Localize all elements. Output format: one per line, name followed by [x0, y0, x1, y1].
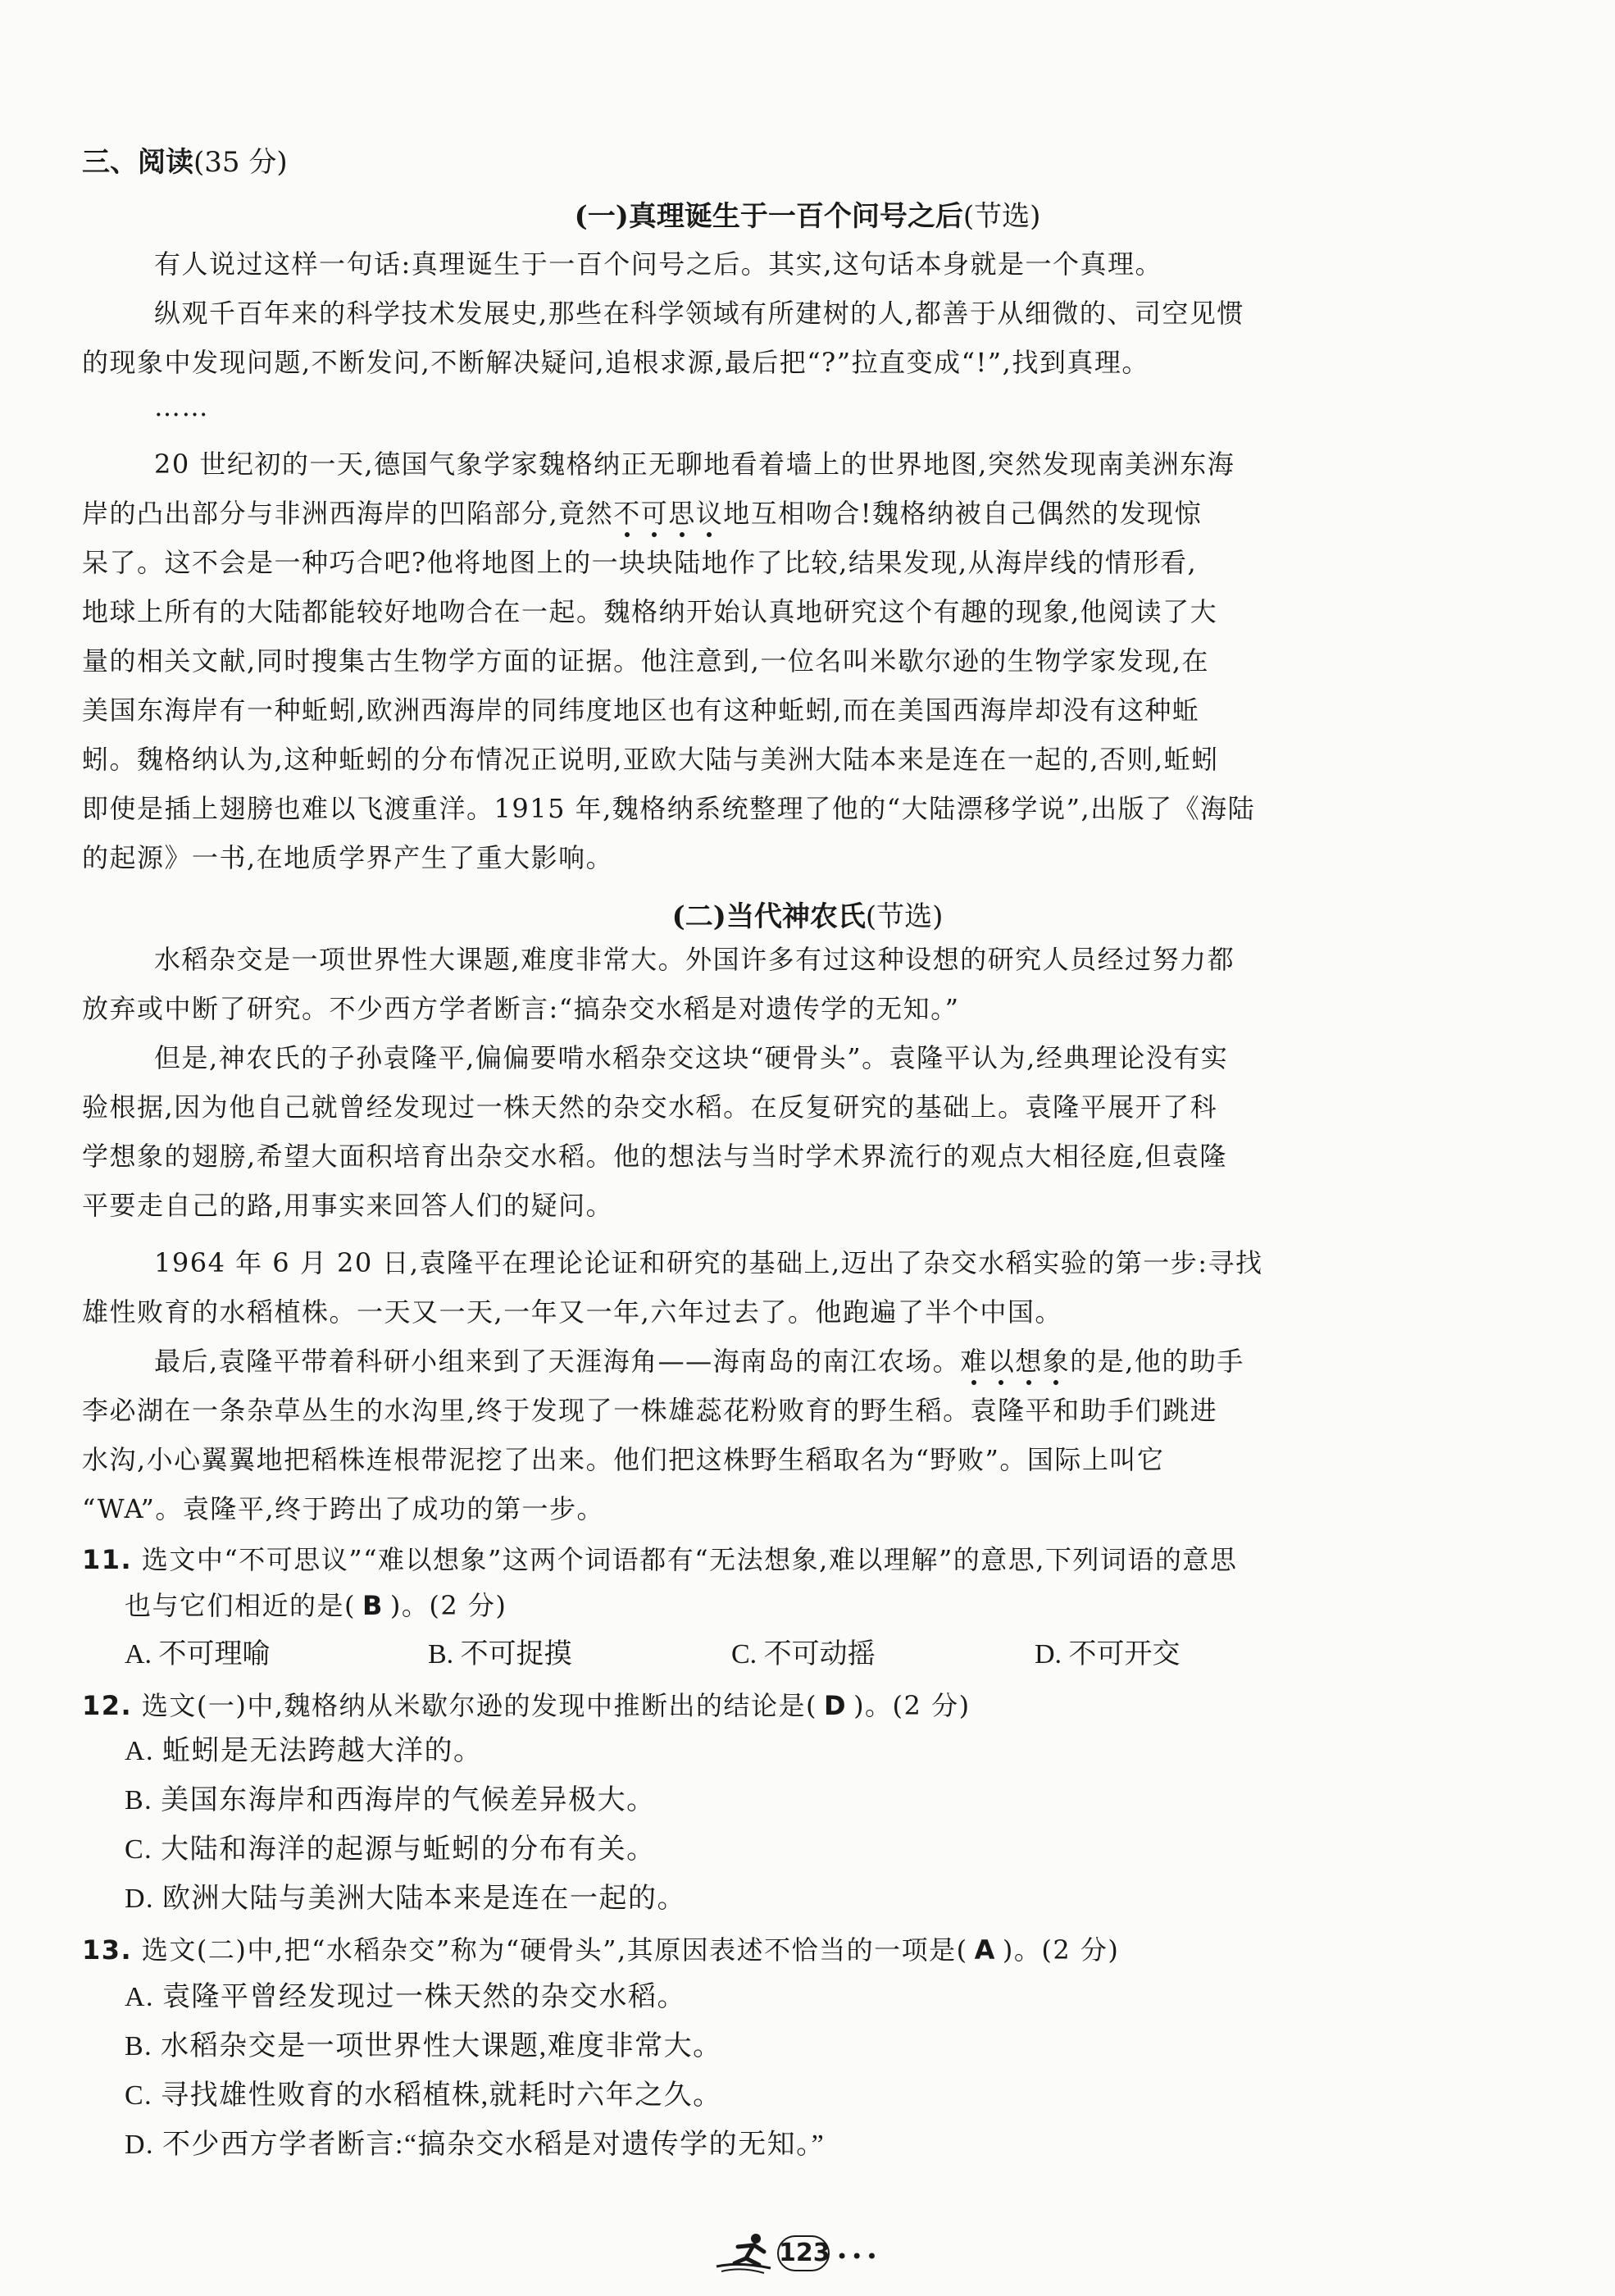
dotted-char: 难 — [960, 1346, 988, 1377]
passage1-ellipsis: …… — [154, 391, 209, 422]
question-11-options — [125, 1638, 1338, 1671]
page-number: 123 — [777, 2235, 830, 2271]
option: A. 不可理喻 — [125, 1639, 271, 1670]
section-score: (35 分) — [193, 146, 288, 179]
option: B. 美国东海岸和西海岸的气候差异极大。 — [125, 1785, 656, 1815]
passage2-line: 水沟,小心翼翼地把稻株连根带泥挖了出来。他们把这株野生稻取名为“野败”。国际上叫它 — [82, 1444, 1165, 1475]
option: B. 不可捉摸 — [428, 1639, 572, 1670]
passage1-line: 美国东海岸有一种蚯蚓,欧洲西海岸的同纬度地区也有这种蚯蚓,而在美国西海岸却没有这种蚯 — [82, 695, 1200, 726]
passage1-line: 20 世纪初的一天,德国气象学家魏格纳正无聊地看着墙上的世界地图,突然发现南美洲东海 — [154, 449, 1235, 480]
passage1-line: 蚓。魏格纳认为,这种蚯蚓的分布情况正说明,亚欧大陆与美洲大陆本来是连在一起的,否则,蚯蚓 — [82, 744, 1219, 775]
question-11-line2 — [125, 1589, 507, 1622]
passage2-line: 放弃或中断了研究。不少西方学者断言:“搞杂交水稻是对遗传学的无知。” — [82, 993, 960, 1024]
question-text: 选文(一)中,魏格纳从米歇尔逊的发现中推断出的结论是( — [141, 1690, 817, 1721]
option: A. 蚯蚓是无法跨越大洋的。 — [125, 1736, 483, 1766]
passage1-line-part: 岸的凸出部分与非洲西海岸的凹陷部分,竟然 — [82, 498, 614, 529]
passage2-line: “WA”。袁隆平,终于跨出了成功的第一步。 — [82, 1493, 604, 1524]
passage1-title-text: (一)真理诞生于一百个问号之后 — [574, 200, 963, 233]
passage2-title — [0, 894, 1615, 934]
passage1-line: 的起源》一书,在地质学界产生了重大影响。 — [82, 842, 614, 873]
option: D. 不可开交 — [1035, 1639, 1181, 1670]
passage2-line: 平要走自己的路,用事实来回答人们的疑问。 — [82, 1190, 614, 1221]
dotted-char: 不 — [613, 498, 641, 529]
passage2-line: 学想象的翅膀,希望大面积培育出杂交水稻。他的想法与当时学术界流行的观点大相径庭,但袁隆 — [82, 1141, 1227, 1172]
option: B. 水稻杂交是一项世界性大课题,难度非常大。 — [125, 2031, 722, 2061]
section-heading — [82, 139, 288, 180]
question-number: 12. — [82, 1690, 133, 1721]
passage1-line: 量的相关文献,同时搜集古生物学方面的证据。他注意到,一位名叫米歇尔逊的生物学家发现,在 — [82, 645, 1210, 676]
passage2-line-with-dots — [154, 1345, 1244, 1378]
question-text: )。(2 分) — [853, 1690, 971, 1721]
dotted-char: 思 — [668, 498, 696, 529]
option: D. 不少西方学者断言:“搞杂交水稻是对遗传学的无知。” — [125, 2130, 826, 2160]
passage1-line: 纵观千百年来的科学技术发展史,那些在科学领域有所建树的人,都善于从细微的、司空见惯 — [154, 298, 1244, 329]
question-12 — [82, 1689, 971, 1722]
answer-mark: A — [974, 1934, 996, 1966]
passage2-line-part: 的是,他的助手 — [1070, 1346, 1244, 1377]
dotted-char: 想 — [1015, 1346, 1043, 1377]
passage2-line-part: 最后,袁隆平带着科研小组来到了天涯海角——海南岛的南江农场。 — [154, 1346, 961, 1377]
passage2-line: 验根据,因为他自己就曾经发现过一株天然的杂交水稻。在反复研究的基础上。袁隆平展开了科 — [82, 1091, 1218, 1123]
dotted-char: 可 — [640, 498, 669, 529]
passage2-line: 但是,神农氏的子孙袁隆平,偏偏要啃水稻杂交这块“硬骨头”。袁隆平认为,经典理论没有实 — [154, 1042, 1229, 1073]
dotted-char: 象 — [1042, 1346, 1071, 1377]
passage2-line: 李必湖在一条杂草丛生的水沟里,终于发现了一株雄蕊花粉败育的野生稻。袁隆平和助手们跳进 — [82, 1395, 1218, 1426]
answer-mark: B — [362, 1590, 384, 1621]
passage1-line: 的现象中发现问题,不断发问,不断解决疑问,追根求源,最后把“?”拉直变成“!”,找到真理。 — [82, 347, 1149, 378]
question-11 — [82, 1543, 1237, 1576]
question-text: 选文中“不可思议”“难以想象”这两个词语都有“无法想象,难以理解”的意思,下列词语的意思 — [141, 1544, 1238, 1575]
passage1-title — [0, 194, 1615, 234]
page-footer — [713, 2230, 926, 2276]
option: C. 不可动摇 — [731, 1639, 876, 1670]
passage2-title-text: (二)当代神农氏 — [671, 900, 866, 933]
answer-mark: D — [824, 1690, 848, 1721]
passage1-line: 呆了。这不会是一种巧合吧?他将地图上的一块块陆地作了比较,结果发现,从海岸线的情形看, — [82, 547, 1198, 578]
dotted-char: 以 — [987, 1346, 1016, 1377]
runner-icon — [713, 2230, 777, 2276]
passage1-line-part: 地互相吻合!魏格纳被自己偶然的发现惊 — [723, 498, 1203, 529]
footer-dots: ••• — [836, 2245, 881, 2268]
option: A. 袁隆平曾经发现过一株天然的杂交水稻。 — [125, 1982, 687, 2012]
dotted-char: 议 — [695, 498, 724, 529]
question-text: )。(2 分) — [1002, 1934, 1120, 1966]
option: C. 寻找雄性败育的水稻植株,就耗时六年之久。 — [125, 2080, 722, 2111]
passage1-line: 即使是插上翅膀也难以飞渡重洋。1915 年,魏格纳系统整理了他的“大陆漂移学说”,出版了《海陆 — [82, 793, 1256, 824]
passage1-line-with-dots — [82, 497, 1202, 530]
passage2-title-note: (节选) — [865, 900, 944, 933]
question-13 — [82, 1934, 1119, 1966]
option: C. 大陆和海洋的起源与蚯蚓的分布有关。 — [125, 1834, 656, 1865]
question-number: 11. — [82, 1544, 133, 1575]
question-number: 13. — [82, 1934, 133, 1966]
passage2-line: 1964 年 6 月 20 日,袁隆平在理论论证和研究的基础上,迈出了杂交水稻实验的第一步:寻找 — [154, 1247, 1263, 1278]
section-title: 三、阅读 — [82, 146, 193, 179]
question-text: 也与它们相近的是( — [125, 1590, 356, 1621]
passage1-title-note: (节选) — [962, 200, 1041, 233]
passage2-line: 雄性败育的水稻植株。一天又一天,一年又一年,六年过去了。他跑遍了半个中国。 — [82, 1296, 1062, 1328]
passage2-line: 水稻杂交是一项世界性大课题,难度非常大。外国许多有过这种设想的研究人员经过努力都 — [154, 944, 1235, 975]
question-text: )。(2 分) — [389, 1590, 507, 1621]
passage1-line: 地球上所有的大陆都能较好地吻合在一起。魏格纳开始认真地研究这个有趣的现象,他阅读了大 — [82, 596, 1218, 627]
passage1-line: 有人说过这样一句话:真理诞生于一百个问号之后。其实,这句话本身就是一个真理。 — [154, 248, 1162, 280]
question-text: 选文(二)中,把“水稻杂交”称为“硬骨头”,其原因表述不恰当的一项是( — [141, 1934, 968, 1966]
option: D. 欧洲大陆与美洲大陆本来是连在一起的。 — [125, 1884, 687, 1914]
